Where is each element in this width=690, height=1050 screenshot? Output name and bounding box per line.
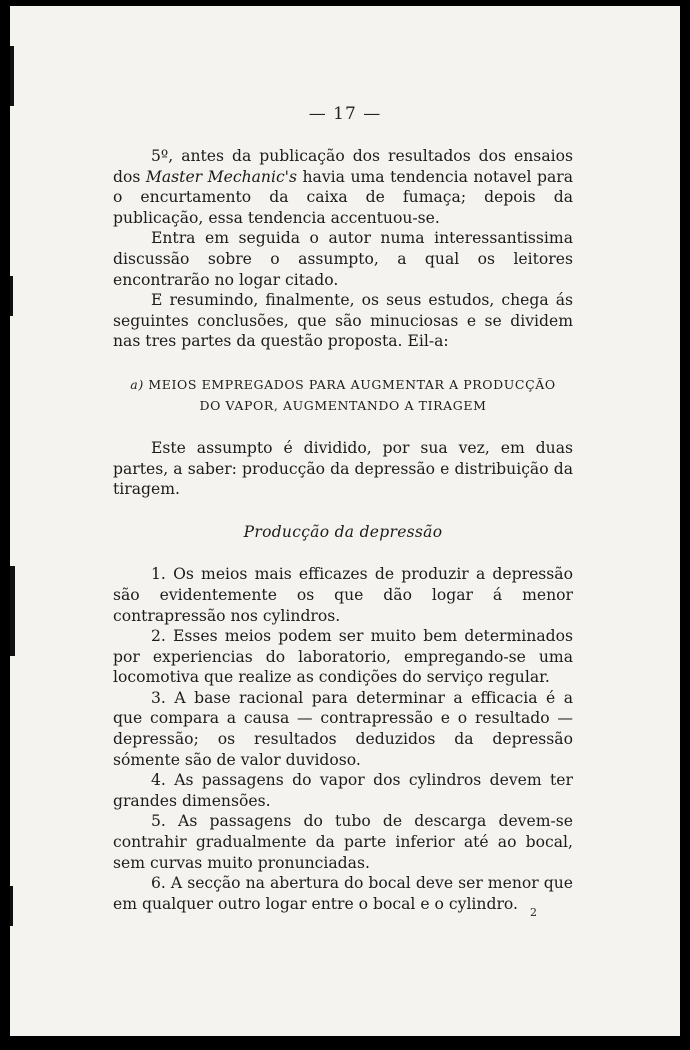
- paragraph-1-rest: havia uma tendencia notavel para o encurtamento da caixa de fumaça; depois da publicação, essa tendencia accentuou-se.: [113, 167, 573, 227]
- paragraph-4: Este assumpto é dividido, por sua vez, em duas partes, a saber: producção da depressão e distribuição da tiragem.: [113, 438, 573, 499]
- list-item: 4. As passagens do vapor dos cylindros devem ter grandes dimensões.: [113, 771, 573, 810]
- paragraph-1: [113, 146, 573, 228]
- list-item: 5. As passagens do tubo de descarga devem-se contrahir gradualmente da parte inferior até ao bocal, sem curvas muito pronunciadas.: [113, 812, 573, 872]
- section-heading-line2: DO VAPOR, AUGMENTANDO A TIRAGEM: [199, 397, 487, 413]
- binding-edge-shadow: [10, 46, 16, 1006]
- paragraph-2: Entra em seguida o autor numa interessantissima discussão sobre o assumpto, a qual os leitores encontrarão no logar citado.: [113, 229, 573, 289]
- section-heading-line1: MEIOS EMPREGADOS PARA AUGMENTAR A PRODUCÇÃO: [148, 376, 556, 392]
- paragraph-1-lead: 5º, antes da publicação dos resultados dos ensaios dos: [113, 147, 573, 186]
- section-heading: [113, 374, 573, 416]
- list-item: 3. A base racional para determinar a efficacia é a que compara a causa — contrapressão e o resultado — depressão; os resultados deduzidos da depressão sómente são de valor duvidoso.: [113, 688, 573, 769]
- list-item: 2. Esses meios podem ser muito bem determinados por experiencias do laboratorio, empregando-se uma locomotiva que realize as condições do serviço regular.: [113, 627, 573, 687]
- scanned-page: [10, 6, 680, 1036]
- page-number: — 17 —: [308, 104, 382, 124]
- page-body: [113, 146, 573, 914]
- paragraph-1-italic: Master Mechanic's: [145, 167, 297, 186]
- signature-mark: 2: [530, 906, 537, 919]
- paragraph-3: E resumindo, finalmente, os seus estudos, chega ás seguintes conclusões, que são minuciosas e se dividem nas tres partes da questão proposta. Eil-a:: [113, 291, 573, 351]
- subheading: Producção da depressão: [243, 522, 443, 541]
- list-item: 1. Os meios mais efficazes de produzir a depressão são evidentemente os que dão logar á menor contrapressão nos cylindros.: [113, 565, 573, 625]
- list-item: 6. A secção na abertura do bocal deve ser menor que em qualquer outro logar entre o bocal e o cylindro.: [113, 874, 573, 913]
- section-marker: a): [130, 376, 144, 392]
